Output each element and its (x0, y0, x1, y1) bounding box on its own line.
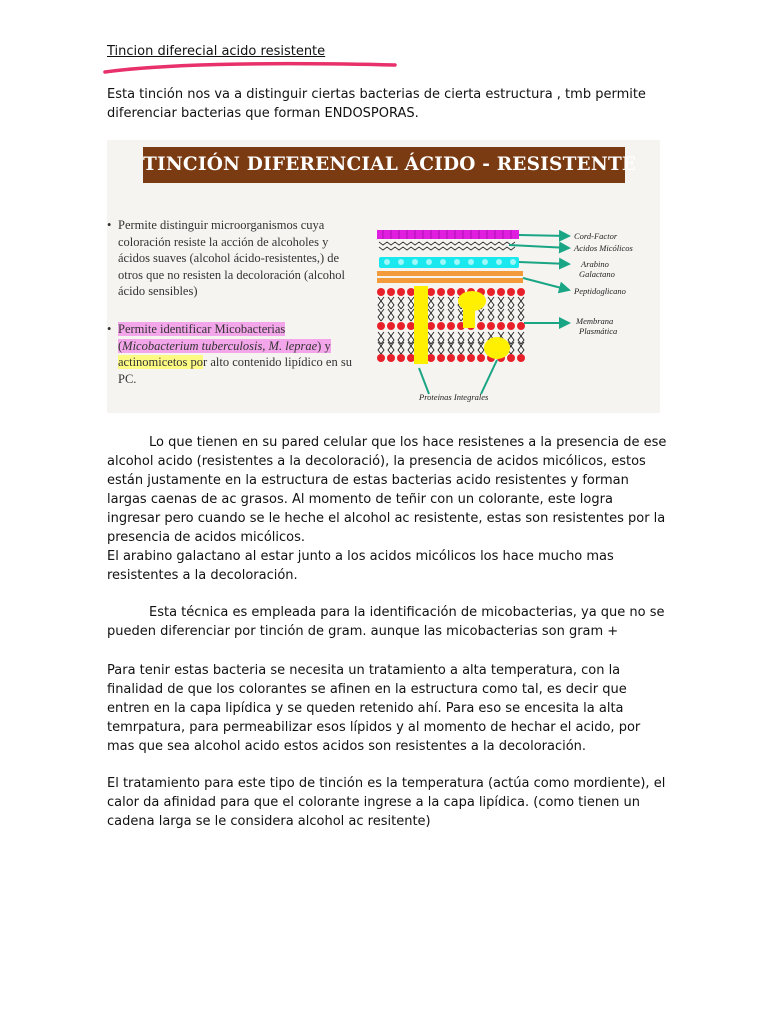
highlight-open-paren: ( (118, 338, 123, 353)
paragraph-2: El arabino galactano al estar junto a los acidos micólicos los hace mucho mas resistentes a la decoloración. (107, 549, 614, 583)
label-arabino: Arabino (581, 259, 609, 269)
document-title-block (107, 44, 407, 74)
document-title: Tincion diferecial acido resistente (107, 44, 326, 59)
slide-bullet-1-text: Permite distinguir microorganismos cuya coloración resiste la acción de alcoholes y ácidos suaves (alcohol ácido-resistentes,) de otros que no resisten la decoloración (alcohol ácido sensibles) (118, 218, 346, 298)
label-acidos-micolicos: Acidos Micólicos (574, 243, 633, 253)
highlight-micobacterias: Permite identificar Micobacterias (118, 322, 286, 336)
bullet-2-tail: r alto contenido lipídico en su PC. (118, 355, 352, 386)
cell-wall-diagram (369, 198, 654, 410)
paragraph-4: Para tenir estas bacteria se necesita un tratamiento a alta temperatura, con la finalidad de que los colorantes se afinen en la estructura como tal, es decir que entren en la capa lipídica y se queden retenido ahí. Para eso se encesita la alta temrpatura, para permeabilizar esos lípidos y al momento de hechar el acido, por mas que sea alcohol acido estos acidos son resistentes a la decoloración. (107, 663, 641, 754)
slide-image (107, 140, 660, 413)
label-proteinas-integrales: Proteinas Integrales (419, 392, 489, 402)
highlight-actinomicetos: actinomicetos po (118, 355, 204, 369)
peptidoglicano-layer (377, 271, 523, 283)
label-peptidoglicano: Peptidoglicano (574, 286, 626, 296)
cord-factor-layer (377, 230, 519, 239)
paragraph-5: El tratamiento para este tipo de tinción es la temperatura (actúa como mordiente), el calor da afinidad para que el colorante ingrese a la capa lipídica. (como tienen un cadena larga se le considera alcohol ac resitente) (107, 776, 666, 829)
label-plasmatica: Plasmática (579, 326, 618, 336)
label-galactano: Galactano (579, 269, 615, 279)
label-cord-factor: Cord-Factor (574, 231, 618, 241)
paragraph-3: Esta técnica es empleada para la identificación de micobacterias, ya que no se pueden diferenciar por tinción de gram. aunque las micobacterias son gram + (107, 605, 665, 639)
slide-bullet-1 (107, 217, 362, 300)
membrane-bilayer-upper (377, 288, 525, 330)
bullet-dot: • (107, 322, 112, 336)
highlight-close-paren: ) y (317, 338, 331, 353)
slide-title: TINCIÓN DIFERENCIAL ÁCIDO - RESISTENTE (143, 154, 637, 175)
arabino-galactano-layer (379, 257, 519, 268)
bullet-dot: • (107, 218, 112, 232)
intro-paragraph: Esta tinción nos va a distinguir ciertas bacterias de cierta estructura , tmb permite diferenciar bacterias que forman ENDOSPORAS. (107, 87, 646, 121)
label-membrana: Membrana (576, 316, 614, 326)
paragraph-1: Lo que tienen en su pared celular que los hace resistenes a la presencia de ese alcohol acido (resistentes a la decoloració), la presencia de acidos micólicos, estos están justamente en la estructura de estas bacterias acido resistentes y forman largas caenas de ac grasos. Al momento de teñir con un colorante, este logra ingresar pero cuando se le heche el alcohol ac resistente, estas son resistentes por la presencia de acidos micólicos. (107, 435, 667, 545)
mycolic-acid-layer (379, 242, 515, 250)
slide-banner (143, 147, 637, 183)
slide-bullet-2 (107, 321, 362, 387)
highlight-species: Micobacterium tuberculosis, M. leprae (122, 338, 318, 353)
